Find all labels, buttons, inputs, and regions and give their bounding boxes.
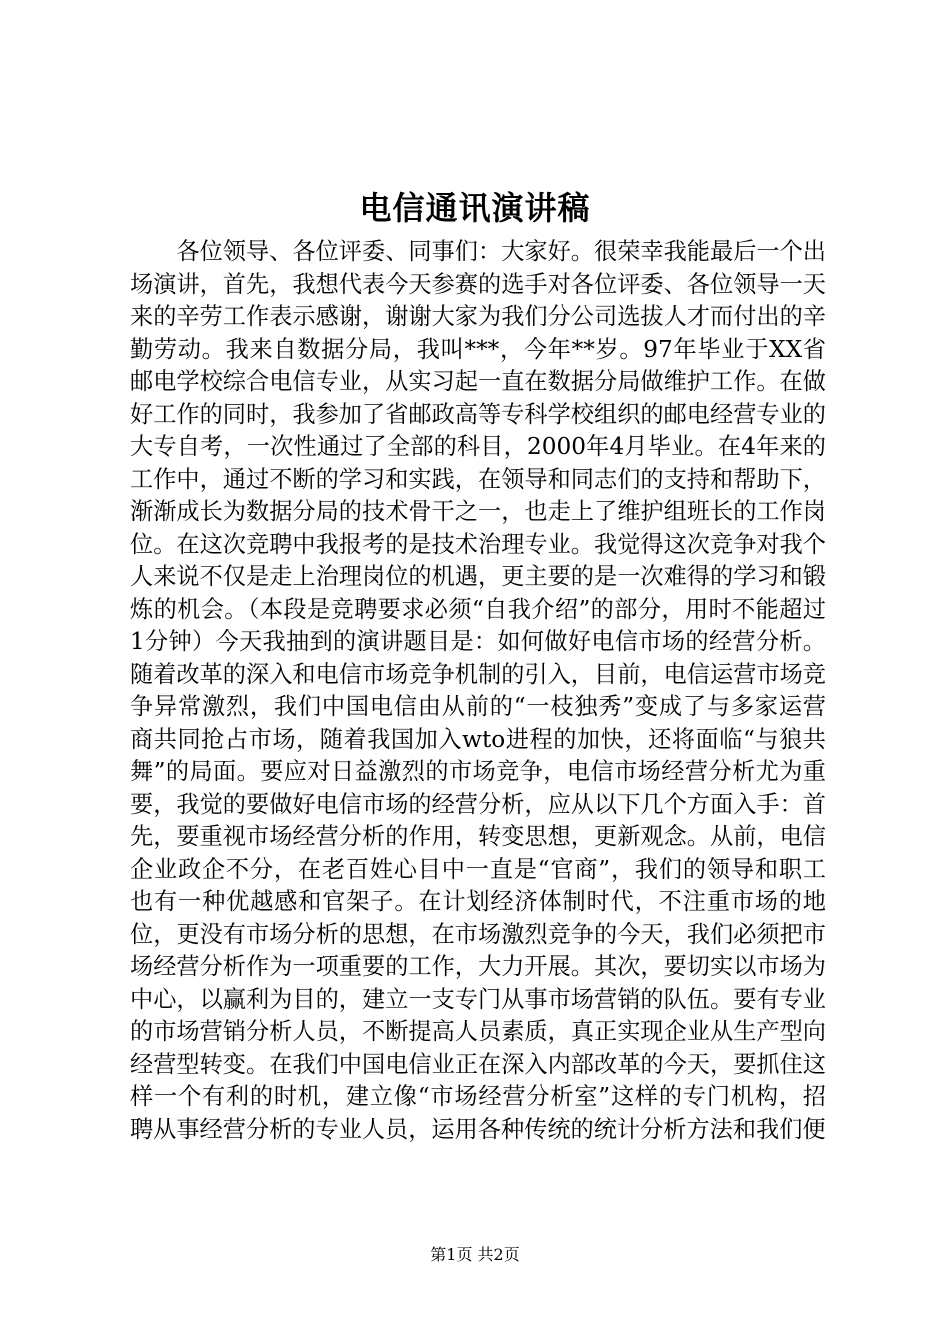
- page-footer: 第1页 共2页: [430, 1245, 520, 1264]
- speech-paragraph: 各位领导、各位评委、同事们：大家好。很荣幸我能最后一个出场演讲，首先，我想代表今天参赛的选手对各位评委、各位领导一天来的辛劳工作表示感谢，谢谢大家为我们分公司选拔人才而付出的辛勤劳动。我来自数据分局，我叫***，今年**岁。97年毕业于XX省邮电学校综合电信专业，从实习起一直在数据分局做维护工作。在做好工作的同时，我参加了省邮政高等专科学校组织的邮电经营专业的大专自考，一次性通过了全部的科目，2000年4月毕业。在4年来的工作中，通过不断的学习和实践，在领导和同志们的支持和帮助下，渐渐成长为数据分局的技术骨干之一，也走上了维护组班长的工作岗位。在这次竞聘中我报考的是技术治理专业。我觉得这次竞争对我个人来说不仅是走上治理岗位的机遇，更主要的是一次难得的学习和锻炼的机会。（本段是竞聘要求必须“自我介绍”的部分，用时不能超过1分钟）今天我抽到的演讲题目是：如何做好电信市场的经营分析。随着改革的深入和电信市场竞争机制的引入，目前，电信运营市场竞争异常激烈，我们中国电信由从前的“一枝独秀”变成了与多家运营商共同抢占市场，随着我国加入wto进程的加快，还将面临“与狼共舞”的局面。要应对日益激烈的市场竞争，电信市场经营分析尤为重要，我觉的要做好电信市场的经营分析，应从以下几个方面入手：首先，要重视市场经营分析的作用，转变思想，更新观念。从前，电信企业政企不分，在老百姓心目中一直是“官商”，我们的领导和职工也有一种优越感和官架子。在计划经济体制时代，不注重市场的地位，更没有市场分析的思想，在市场激烈竞争的今天，我们必须把市场经营分析作为一项重要的工作，大力开展。其次，要切实以市场为中心，以赢利为目的，建立一支专门从事市场营销的队伍。要有专业的市场营销分析人员，不断提高人员素质，真正实现企业从生产型向经营型转变。在我们中国电信业正在深入内部改革的今天，要抓住这样一个有利的时机，建立像“市场经营分析室”这样的专门机构，招聘从事经营分析的专业人员，运用各种传统的统计分析方法和我们便: [130, 238, 826, 1143]
- document-title: 电信通讯演讲稿: [359, 189, 591, 227]
